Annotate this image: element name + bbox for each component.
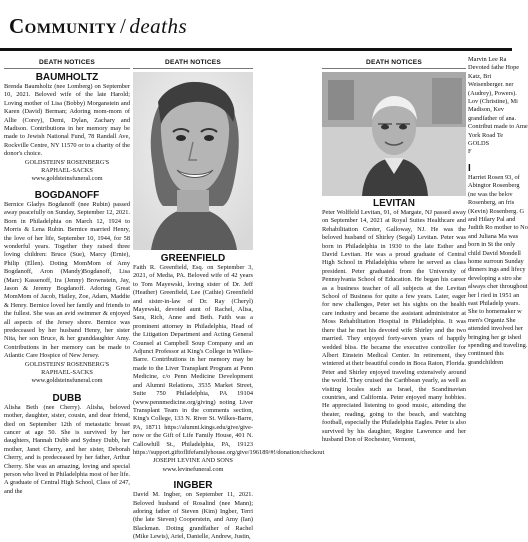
obituary-name-ingber: INGBER — [173, 480, 213, 492]
obituary-name-rosen: I — [468, 162, 471, 174]
column-label: DEATH NOTICES — [322, 56, 466, 69]
funeral-home-name: GOLDSTEINS' ROSENBERG'S — [24, 158, 110, 166]
funeral-home-extra: F — [468, 148, 472, 156]
funeral-home-website[interactable]: www.goldsteinsfuneral.com — [31, 175, 103, 183]
funeral-home-name: JOSEPH LEVINE AND SONS — [153, 457, 233, 465]
section-separator: / — [120, 14, 127, 38]
column-2 — [133, 56, 325, 541]
section-subtitle: deaths — [129, 14, 188, 38]
obituary-name-dubb: DUBB — [52, 392, 82, 404]
funeral-home-website[interactable]: www.levinefuneral.com — [162, 465, 224, 473]
obituary-name-bogdanoff: BOGDANOFF — [34, 189, 100, 201]
column-4 — [468, 56, 528, 512]
obituary-name-greenfield: GREENFIELD — [160, 253, 226, 264]
obituary-body-levitan: Peter Wolffeld Levitan, 91, of Margate, NJ passed away on September 14, 2021 at Royal Suites Healthcare and Rehabilitation Center, Galloway, NJ. He was the beloved husband of Shirley (Segal) Levitan. Peter was born in Philadelphia in 1930 to the late Esther and David Levitan. He was a proud graduate of Central High School in Philadelphia where he served as class president. Peter graduated from the University of Pennsylvania School of Education. He began his career as a business teacher of all subjects at the Levitan School of Business for quite a few years. Later, eager for new challenges, Peter set his sights on the health care industry and became the assistant administrator at Moss Rehabilitation Hospital in Philadelphia. It was there that he met his devoted wife Shirley and the two married. They enjoyed forty-seven years of happily wedded bliss. He became the executive controller for Albert Einstein Medical Center. In retirement, they wintered at their beautiful condo in Boca Raton, Florida. Peter and Shirley enjoyed traveling extensively around the world. They cruised the Caribbean yearly, as well as visiting locales such as Israel, the Scandinavian countries, and California. Peter enjoyed many hobbies. He appreciated listening to good music, attending the theater, reading, going to the beach, and watching football, especially the Philadelphia Eagles. Peter is also survived by his daughter, Regine Lawrence and her husband Don of Rochester, Vermont, — [322, 209, 466, 443]
obituary-body-baumholtz: Brenda Baumholtz (nee Lomberg) on September 10, 2021. Beloved wife of the late Harold; Loving mother of Lisa (Bobby) Morganstein and Karen (David) Berman; Adoring mom-mom of Allie (Corey), Demi, Dylan, Zachary and Madison. Contributions in her memory may be made to Jewish National Fund, 78 Randall Ave, Rockville Centre, NY 11570 or to a charity of the donor's choice. — [4, 83, 130, 158]
obituary-body-dubb: Alisha Beth (nee Cherry). Alisha, beloved mother, daughter, sister, cousin, and dear friend, died on September 12th of metastatic breast cancer at age 50. She is survived by her daughters, Hannah Dubb and Sydney Dubb, her mother, Janet Cherry, and her sister, Deborah Cherry, and is predeceased by her father, Arthur Cherry. She was an amazing, loving and special person who lived in Philadelphia most of her life. A graduate of Central High School, Class of 247, and the — [4, 403, 130, 495]
column-label: DEATH NOTICES — [133, 56, 253, 69]
column-1 — [4, 56, 130, 512]
funeral-home-website[interactable]: www.goldsteinsfuneral.com — [31, 377, 103, 385]
obituary-body-ingber: David M. Ingber, on September 11, 2021. Beloved husband of Rosalind (nee Mann); adoring father of Steven (Kim) Ingber, Terri (the late Steven) Cooperstein, and Amy (Ian) Blackman. Doting grandfather of Rachel (Mike Lewis), Ariel, Danielle, Andrew, Justin, — [133, 491, 253, 541]
obituary-body-greenfield: Faith R. Greenfield, Esq. on September 3, 2021, of Media, PA. Beloved wife of 42 years to Tom Mayewski, loving sister of Dr. Jeff (Heather) Greenfield, Lee (Cathie) Greenfield and sister-in-law of Dr. Ray (Cheryl) Mayewski, devoted aunt of Rachel, Alisa, Sara, Rich, Anne and Beth. Faith was a prominent attorney in Philadelphia, Head of the Litigation Department and Acting General Counsel at Campbell Soup Company and an Adjunct Professor at King's College in Wilkes-Barre. Contributions in her memory may be made to the Liver Transplant Program at Penn Medicine, c/o Penn Medicine Development and Alumni Relations, 3535 Market Street, Suite 750 Philadelphia, PA 19104 (www.pennmedicine.org/giving) noting Liver Transplant Team in the comments section, King's College, 133 N. River St. Wilkes-Barre, PA, 18711 https://alumni.kings.edu/give/give-now or the Gift of Life Family House, 401 N. Callowhill St., Philadelphia, PA, 19123 https://support.giftoflifefamilyhouse.org/give/196189/#!/donation/checkout — [133, 264, 325, 456]
levitan-portrait-photo — [322, 72, 466, 196]
obituary-name-baumholtz: BAUMHOLTZ — [35, 72, 99, 83]
obituary-body-raskin: Marvin Lee Ra Devoted fathe Hope Katz, Bri Weisenberger. ner (Audrey), Powers). Lov (Christine), Mi Madison, Kev grandfather of ana. Contribut made to Ame York Road Te — [468, 56, 528, 139]
obituary-name-levitan: LEVITAN — [372, 198, 416, 209]
funeral-home-name: GOLDS — [468, 140, 490, 148]
greenfield-portrait-photo — [133, 72, 253, 250]
funeral-home-name: GOLDSTEINS' ROSENBERG'S — [24, 360, 110, 368]
obituary-body-bogdanoff: Bernice Gladys Bogdanoff (nee Rubin) passed away peacefully on Sunday, September 12, 2021. Born in Philadelphia on March 12, 1924 to Morris & Lena Rubin. Bernice married Henry, the love of her life, September 10, 1944, for 58 wonderful years. Together they raised three loving children: Bruce (Sue), Marcy (Ernie), Philip (Ellen). Doting MomMom of Amy Bogdanoff, Aron (Mandy)Bogdanoff, Lisa (Marc) Kassenoff, Ira (Jenny) Brownstein, Jay, Jason & Jeremy Bogdanoff. Adoring Great MomMom of Jacob, Hailey, Zoe, Adam, Maddie & Henry. Bernice loved her family and friends to the fullest. She was an avid swimmer & enjoyed all aspects of the Jersey shore. Bernice was predeceased by her husband Henry, her sister Nita, her son Bruce, & her granddaughter Amy. Contributions in her memory can be made to Atlantic Care Hospice of New Jersey. — [4, 200, 130, 360]
funeral-home-name: RAPHAEL-SACKS — [41, 167, 93, 175]
obituary-body-rosen: Harriet Rosen 93, of Abingtor Rosenberg (ne was the belov Rosenberg, an fris (Kevin) Rosenberg. G and Hilary Pal and Judith Ro mother to No and Juliana Ma was born in St the only child David Mondell home surroun Sunday dinners ings and lifecy developing a stro she always cher throughout her l ried in 1951 an east Philadelp years. She to homemaker w men's Organiz She attended involved her bringing her gr ished spending and traveling. continued this grandchildren — [468, 173, 528, 366]
col3-content — [322, 56, 466, 512]
page-header — [9, 14, 187, 38]
header-rule — [0, 48, 512, 51]
section-title: Community — [9, 14, 117, 38]
funeral-home-name: RAPHAEL-SACKS — [41, 369, 93, 376]
column-label: DEATH NOTICES — [4, 56, 130, 69]
